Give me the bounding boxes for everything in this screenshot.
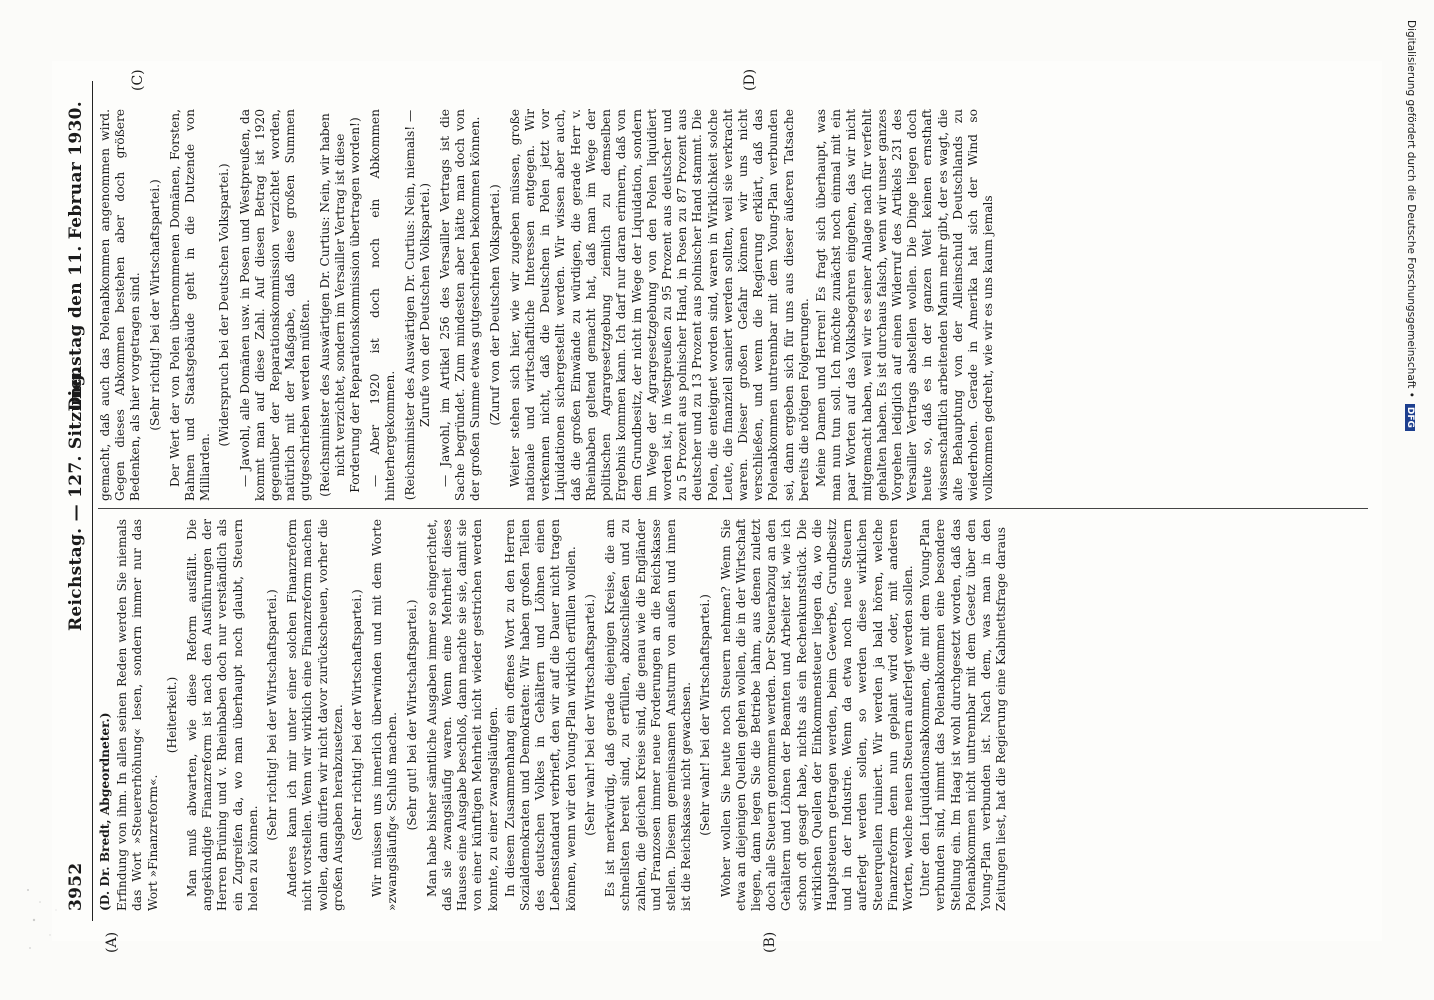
interjection: (Sehr gut! bei der Wirtschaftspartei.): [404, 599, 419, 831]
session-title: Reichstag. — 127. Sitzung.: [66, 367, 86, 631]
paragraph: — Aber 1920 ist doch noch ein Abkommen hinterhergekommen.: [368, 109, 398, 501]
session-date: Dienstag den 11. Februar 1930.: [66, 101, 86, 412]
interjection: (Reichsminister des Auswärtigen Dr. Curtius: Nein, niemals! — Zurufe von der Deutschen Volkspartei.): [402, 109, 432, 501]
paragraph: — Jawohl, im Artikel 256 des Versailler Vertrags ist die Sache begründet. Zum mindesten aber hätte man doch von der großen Summe etwas gutgeschrieben bekommen können.: [438, 109, 483, 501]
paragraph: Anderes kann ich mir unter einer solchen Finanzreform nicht vorstellen. Wenn wir wirklich eine Finanzreform machen wollen, dann dürfen wir nicht davor zurückscheuen, vorher die großen Ausgaben herabzusetzen.: [285, 519, 345, 911]
dfg-logo: DFG: [1405, 404, 1415, 431]
running-head: [66, 101, 90, 911]
right-text-column: [98, 109, 1368, 501]
digitization-credit: [1393, 20, 1423, 700]
margin-marker-b: (B): [762, 931, 778, 953]
interjection: (Zuruf von der Deutschen Volkspartei.): [487, 184, 502, 426]
paragraph: Unter den Liquidationsabkommen, die mit dem Young-Plan verbunden sind, nimmt das Polenabkommen eine besondere Stellung ein. Im Haag ist wohl durchgesetzt worden, daß das Polenabkommen nicht untrennbar mit dem Gesetz über den Young-Plan verbunden ist. Nach dem, was man in den Zeitungen liest, hat die Regierung eine Kabinettsfrage daraus: [918, 519, 1009, 911]
paragraph: Es ist merkwürdig, daß gerade diejenigen Kreise, die am schnellsten bereit sind, zu erfüllen, abzuschließen und zu zahlen, die gleichen Kreise sind, die genau wie die Engländer und Franzosen immer neue Forderungen an die Reichskasse stellen. Diesem gemeinsamen Ansturm von außen und innen ist die Reichskasse nicht gewachsen.: [603, 519, 694, 911]
interjection: (Sehr richtig! bei der Wirtschaftspartei.): [350, 589, 365, 841]
scan-speckle-decoration: [20, 880, 70, 960]
page-number: 3952: [66, 862, 86, 911]
document-page: [52, 61, 1382, 953]
paragraph: Meine Damen und Herren! Es fragt sich überhaupt, was man nun tun soll. Ich möchte zunächst noch einmal mit ein paar Worten auf das Volksbegehren eingehen, das wir nicht mitgemacht haben, weil wir es seiner Anlage nach für verfehlt gehalten haben. Es ist durchaus falsch, wenn wir unser ganzes Vorgehen lediglich auf einen Widerruf des Artikels 231 des Versailler Vertrags abstellen wollen. Die Dinge liegen doch heute so, daß es in der ganzen Welt keinen ernsthaft wissenschaftlich arbeitenden Mann mehr gibt, der es wagt, die alte Behauptung von der Alleinschuld Deutschlands zu wiederholen. Gerade in Amerika hat sich der Wind so vollkommen gedreht, wie wir es uns kaum jemals: [813, 109, 996, 501]
interjection: (Widerspruch bei der Deutschen Volkspartei.): [217, 163, 232, 447]
interjection: (Sehr richtig! bei der Wirtschaftspartei.): [147, 179, 162, 431]
header-rule: [92, 81, 93, 921]
column-divider: [98, 508, 1368, 509]
margin-marker-d: (D): [742, 68, 758, 91]
paragraph: Weiter stehen sich hier, wie wir zugeben müssen, große nationale und wirtschaftliche Interessen entgegen. Wir verkennen nicht, daß die Deutschen in Polen jetzt vor Liquidationen sichergestellt werden. Wir wissen aber auch, daß die großen Einwände zu würdigen, die gerade Herr v. Rheinbaben geltend gemacht hat, daß man im Wege der politischen Agrargesetzgebung ziemlich zu demselben Ergebnis kommen kann. Ich darf nur daran erinnern, daß von dem Grundbesitz, der nicht im Wege der Liquidation, sondern im Wege der Agrargesetzgebung von den Polen liquidiert worden ist, in Westpreußen zu 95 Prozent aus deutscher und zu 5 Prozent aus polnischer Hand, in Posen zu 87 Prozent aus deutscher und zu 13 Prozent aus polnischer Hand stammt. Die Polen, die enteignet worden sind, waren in Wirklichkeit solche Leute, die finanziell saniert werden sollten, weil sie verkracht waren. Dieser großen Gefahr können wir uns nicht verschließen, und wenn die Regierung erklärt, daß das Polenabkommen untrennbar mit dem Young-Plan verbunden sei, dann ergeben sich für uns aus dieser äußeren Tatsache bereits die nötigen Folgerungen.: [507, 109, 811, 501]
left-text-column: [98, 519, 1368, 911]
paragraph: Erfindung von ihm. In allen seinen Reden werden Sie niemals das Wort »Steuererhöhung« lesen, sondern immer nur das Wort »Finanzreform«.: [115, 519, 160, 911]
paragraph: In diesem Zusammenhang ein offenes Wort zu den Herren Sozialdemokraten und Demokraten: Wir haben großen Teilen des deutschen Volkes in Gehältern und Löhnen einen Lebensstandard verbrieft, den wir auf die Dauer nicht tragen können, wenn wir den Young-Plan wirklich erfüllen wollen.: [502, 519, 578, 911]
paragraph: — Jawohl, alle Domänen usw. in Posen und Westpreußen, da kommt man auf diese Zahl. Auf diesen Betrag ist 1920 gegenüber der Reparationskommission verzichtet worden, natürlich mit der Maßgabe, daß diese großen Summen gutgeschrieben werden müßten.: [237, 109, 313, 501]
paragraph: Wir müssen uns innerlich überwinden und mit dem Worte »zwangsläufig« Schluß machen.: [370, 519, 400, 911]
paragraph: Woher wollen Sie heute noch Steuern nehmen? Wenn Sie etwa an diejenigen Quellen gehen wollen, die in der Wirtschaft liegen, dann legen Sie die Betriebe lahm, aus denen zuletzt doch alle Steuern genommen werden. Der Steuerabzug an den Gehältern und Löhnen der Beamten und Arbeiter ist, wie ich schon oft gesagt habe, nichts als ein Rechenkunststück. Die wirklichen Quellen der Einkommensteuer liegen da, wo die Hauptsteuern getragen werden, beim Gewerbe, Grundbesitz und in der Industrie. Wenn da etwa noch neue Steuern auferlegt werden sollen, so werden diese wirklichen Steuerquellen ruiniert. Wir werden ja bald hören, welche Finanzreform denn nun geplant wird oder, mit anderen Worten, welche neuen Steuern auferlegt werden sollen.: [718, 519, 915, 911]
interjection: (Sehr richtig! bei der Wirtschaftspartei.): [265, 589, 280, 841]
interjection: (Heiterkeit.): [164, 676, 179, 754]
margin-marker-c: (C): [130, 69, 146, 91]
interjection: (Sehr wahr! bei der Wirtschaftspartei.): [582, 594, 597, 836]
paragraph: gemacht, daß auch das Polenabkommen angenommen wird. Gegen dieses Abkommen bestehen aber doch größere Bedenken, als hier vorgetragen sind.: [98, 109, 143, 501]
speaker-line: (D. Dr. Bredt, Abgeordneter.): [98, 712, 112, 911]
interjection: (Reichsminister des Auswärtigen Dr. Curtius: Nein, wir haben nicht verzichtet, sondern im Versailler Vertrag ist diese Forderung der Reparationskommission übertragen worden!): [317, 113, 363, 497]
credit-text: Digitalisierung gefördert durch die Deutsche Forschungsgemeinschaft •: [1405, 20, 1417, 398]
paragraph: Der Wert der von Polen übernommenen Domänen, Forsten, Bahnen und Staatsgebäude geht in die Dutzende von Milliarden.: [167, 109, 213, 501]
paragraph: Man muß abwarten, wie diese Reform ausfällt. Die angekündigte Finanzreform ist nach den Ausführungen der Herren Brüning und v. Rheinbaben doch nur verständlich als ein Zugreifen da, wo man überhaupt noch glaubt, Steuern holen zu können.: [185, 519, 260, 911]
paragraph: Man habe bisher sämtliche Ausgaben immer so eingerichtet, daß sie zwangsläufig waren. Wenn eine Mehrheit dieses Hauses eine Ausgabe beschloß, dann machte sie sie, damit sie von einer künftigen Mehrheit nicht wieder gestrichen werden konnte, zu einer zwangsläufigen.: [424, 519, 500, 911]
interjection: (Sehr wahr! bei der Wirtschaftspartei.): [698, 594, 713, 836]
margin-marker-a: (A): [104, 931, 120, 953]
